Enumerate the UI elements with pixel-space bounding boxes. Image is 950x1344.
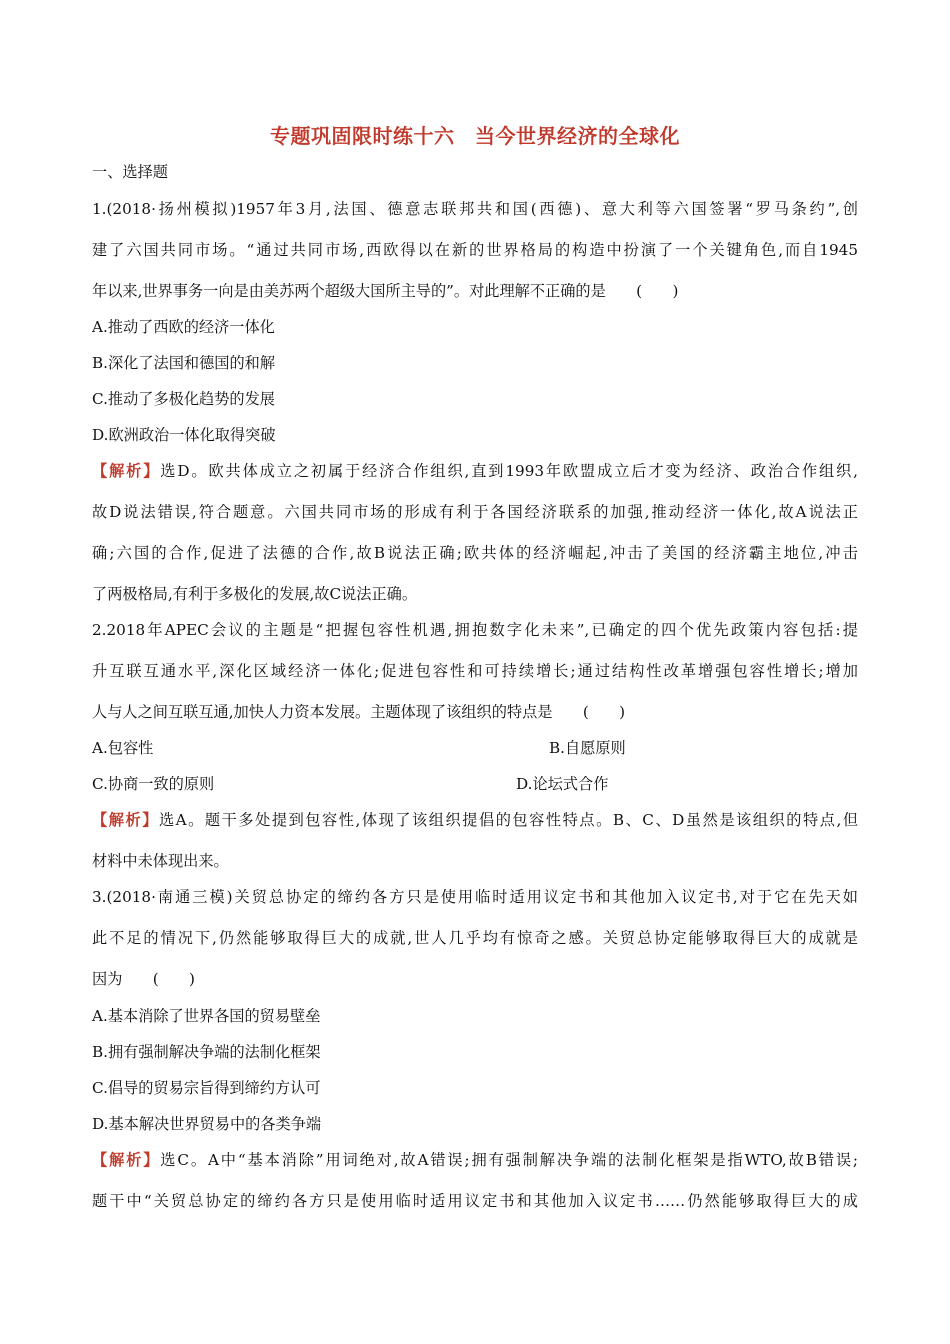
q2-option-d: D.论坛式合作 <box>516 775 609 793</box>
q3-option-b: B.拥有强制解决争端的法制化框架 <box>92 1043 321 1061</box>
q3-option-c: C.倡导的贸易宗旨得到缔约方认可 <box>92 1079 321 1097</box>
q1-analysis-line-4: 了两极格局,有利于多极化的发展,故C说法正确。 <box>92 585 418 603</box>
q1-option-c: C.推动了多极化趋势的发展 <box>92 390 275 408</box>
section-heading: 一、选择题 <box>92 163 168 181</box>
q1-stem-line-2: 建了六国共同市场。“通过共同市场,西欧得以在新的世界格局的构造中扮演了一个关键角色,而自1945 <box>92 241 858 259</box>
q3-stem-line-3: 因为 ( ) <box>92 970 195 988</box>
analysis-tag: 【解析】 <box>92 1151 161 1169</box>
q2-options-row-1 <box>92 738 858 758</box>
q2-stem-line-2: 升互联互通水平,深化区域经济一体化;促进包容性和可持续增长;通过结构性改革增强包容性增长;增加 <box>92 662 858 680</box>
q1-option-a: A.推动了西欧的经济一体化 <box>92 318 275 336</box>
q3-stem-line-1: 3.(2018·南通三模)关贸总协定的缔约各方只是使用临时适用议定书和其他加入议定书,对于它在先天如 <box>92 888 858 906</box>
q3-analysis-line-1: 【解析】选C。A中“基本消除”用词绝对,故A错误;拥有强制解决争端的法制化框架是指WTO,故B错误; <box>92 1151 859 1169</box>
q1-stem-line-3: 年以来,世界事务一向是由美苏两个超级大国所主导的”。对此理解不正确的是 ( ) <box>92 282 679 300</box>
q3-analysis-line-2: 题干中“关贸总协定的缔约各方只是使用临时适用议定书和其他加入议定书……仍然能够取得巨大的成 <box>92 1192 858 1210</box>
q1-analysis-line-1: 【解析】选D。欧共体成立之初属于经济合作组织,直到1993年欧盟成立后才变为经济、政治合作组织, <box>92 462 859 480</box>
q1-option-d: D.欧洲政治一体化取得突破 <box>92 426 276 444</box>
q3-stem-line-2: 此不足的情况下,仍然能够取得巨大的成就,世人几乎均有惊奇之感。关贸总协定能够取得巨大的成就是 <box>92 929 858 947</box>
q3-option-d: D.基本解决世界贸易中的各类争端 <box>92 1115 322 1133</box>
q2-stem-line-1: 2.2018年APEC会议的主题是“把握包容性机遇,拥抱数字化未来”,已确定的四个优先政策内容包括:提 <box>92 621 858 639</box>
q2-stem-line-3: 人与人之间互联互通,加快人力资本发展。主题体现了该组织的特点是 ( ) <box>92 703 626 721</box>
q1-stem-line-1: 1.(2018·扬州模拟)1957年3月,法国、德意志联邦共和国(西德)、意大利等六国签署“罗马条约”,创 <box>92 200 858 218</box>
q2-options-row-2 <box>92 774 858 794</box>
page-title: 专题巩固限时练十六 当今世界经济的全球化 <box>270 124 680 148</box>
q2-option-a: A.包容性 <box>92 739 154 757</box>
q2-analysis-line-2: 材料中未体现出来。 <box>92 852 229 870</box>
q2-analysis-line-1: 【解析】选A。题干多处提到包容性,体现了该组织提倡的包容性特点。B、C、D虽然是该组织的特点,但 <box>92 811 859 829</box>
q1-option-b: B.深化了法国和德国的和解 <box>92 354 276 372</box>
q1-analysis-line-3: 确;六国的合作,促进了法德的合作,故B说法正确;欧共体的经济崛起,冲击了美国的经济霸主地位,冲击 <box>92 544 858 562</box>
q2-option-c: C.协商一致的原则 <box>92 775 215 793</box>
analysis-tag: 【解析】 <box>92 811 159 829</box>
analysis-tag: 【解析】 <box>92 462 161 480</box>
q1-analysis-line-2: 故D说法错误,符合题意。六国共同市场的形成有利于各国经济联系的加强,推动经济一体化,故A说法正 <box>92 503 858 521</box>
q3-option-a: A.基本消除了世界各国的贸易壁垒 <box>92 1007 321 1025</box>
q2-option-b: B.自愿原则 <box>549 739 626 757</box>
